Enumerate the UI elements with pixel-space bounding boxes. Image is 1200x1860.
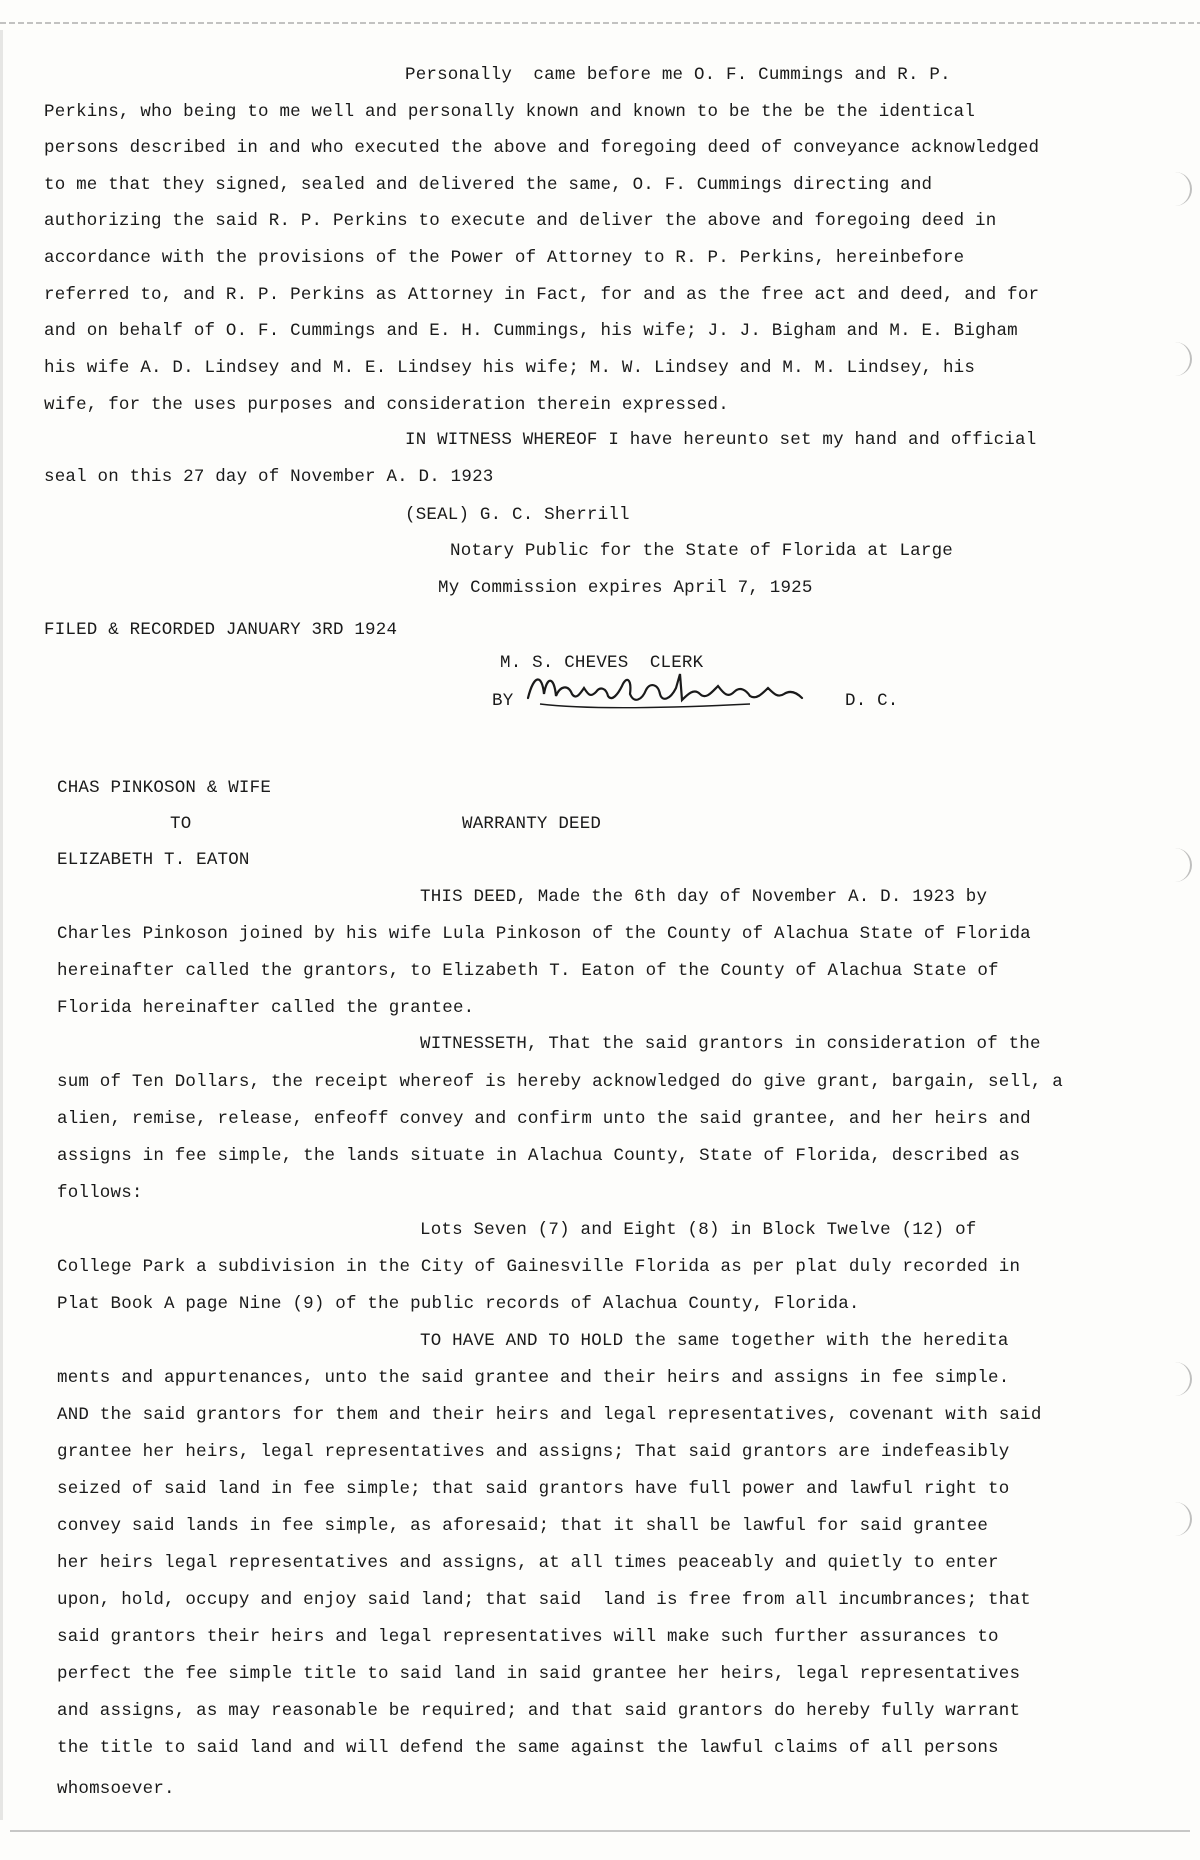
deed-intro-line: THIS DEED, Made the 6th day of November A. D. 1923 by [420,887,988,907]
binder-hole-mark [1168,848,1192,882]
notary-title: Notary Public for the State of Florida at Large [450,541,953,561]
ack-line: referred to, and R. P. Perkins as Attorney in Fact, for and as the free act and deed, and for [44,285,1040,305]
witnesseth-line: sum of Ten Dollars, the receipt whereof is hereby acknowledged do give grant, bargain, sell, a [57,1072,1063,1092]
ack-line: authorizing the said R. P. Perkins to execute and deliver the above and foregoing deed in [44,211,997,231]
commission-expiry: My Commission expires April 7, 1925 [438,578,813,598]
habendum-line: her heirs legal representatives and assigns, at all times peaceably and quietly to enter [57,1553,999,1573]
page-top-edge [0,22,1200,24]
deed-intro-line: Florida hereinafter called the grantee. [57,998,475,1018]
habendum-line: perfect the fee simple title to said land in said grantee her heirs, legal representatives [57,1664,1021,1684]
ack-line: and on behalf of O. F. Cummings and E. H. Cummings, his wife; J. J. Bigham and M. E. Bigham [44,321,1018,341]
ack-line: Perkins, who being to me well and personally known and known to be the be the identical [44,102,976,122]
witnesseth-line: assigns in fee simple, the lands situate in Alachua County, State of Florida, described as [57,1146,1021,1166]
ack-line: his wife A. D. Lindsey and M. E. Lindsey his wife; M. W. Lindsey and M. M. Lindsey, his [44,358,976,378]
filed-recorded-stamp: FILED & RECORDED JANUARY 3RD 1924 [44,620,398,640]
deputy-clerk-signature [520,664,820,716]
by-label: BY [492,691,514,711]
ack-line: to me that they signed, sealed and delivered the same, O. F. Cummings directing and [44,175,933,195]
grantee-header: ELIZABETH T. EATON [57,850,250,870]
lot-description-line: College Park a subdivision in the City of Gainesville Florida as per plat duly recorded in [57,1257,1021,1277]
habendum-line: AND the said grantors for them and their heirs and legal representatives, covenant with said [57,1405,1042,1425]
habendum-line: and assigns, as may reasonable be required; and that said grantors do hereby fully warrant [57,1701,1021,1721]
ack-line: Personally came before me O. F. Cummings and R. P. [405,65,951,85]
grantor-header: CHAS PINKOSON & WIFE [57,778,272,798]
witnesseth-line: WITNESSETH, That the said grantors in consideration of the [420,1034,1041,1054]
habendum-line: the title to said land and will defend the same against the lawful claims of all persons [57,1738,999,1758]
witness-line: IN WITNESS WHEREOF I have hereunto set my hand and official [405,430,1037,450]
ack-line: accordance with the provisions of the Power of Attorney to R. P. Perkins, hereinbefore [44,248,965,268]
habendum-line: seized of said land in fee simple; that said grantors have full power and lawful right to [57,1479,1010,1499]
notary-name: (SEAL) G. C. Sherrill [405,505,630,525]
deed-title: WARRANTY DEED [462,814,602,834]
ack-line: persons described in and who executed the above and foregoing deed of conveyance acknowledged [44,138,1040,158]
habendum-line: TO HAVE AND TO HOLD the same together with the heredita [420,1331,1009,1351]
lot-description-line: Plat Book A page Nine (9) of the public records of Alachua County, Florida. [57,1294,860,1314]
habendum-line: grantee her heirs, legal representatives and assigns; That said grantors are indefeasibly [57,1442,1010,1462]
habendum-line: convey said lands in fee simple, as aforesaid; that it shall be lawful for said grantee [57,1516,989,1536]
to-label: TO [170,814,192,834]
page-bottom-edge [10,1830,1190,1832]
lot-description-line: Lots Seven (7) and Eight (8) in Block Twelve (12) of [420,1220,977,1240]
binder-hole-mark [1168,1362,1192,1396]
habendum-line: whomsoever. [57,1779,175,1799]
binder-hole-mark [1168,172,1192,206]
deed-intro-line: hereinafter called the grantors, to Elizabeth T. Eaton of the County of Alachua State of [57,961,999,981]
seal-date-line: seal on this 27 day of November A. D. 1923 [44,467,494,487]
deputy-clerk-label: D. C. [845,691,899,711]
deed-intro-line: Charles Pinkoson joined by his wife Lula Pinkoson of the County of Alachua State of Florida [57,924,1031,944]
page-left-edge [0,30,3,1820]
clerk-name: M. S. CHEVES CLERK [500,653,704,673]
witnesseth-line: alien, remise, release, enfeoff convey and confirm unto the said grantee, and her heirs and [57,1109,1031,1129]
habendum-line: said grantors their heirs and legal representatives will make such further assurances to [57,1627,999,1647]
habendum-line: ments and appurtenances, unto the said grantee and their heirs and assigns in fee simple. [57,1368,1010,1388]
ack-line: wife, for the uses purposes and consideration therein expressed. [44,395,729,415]
binder-hole-mark [1168,342,1192,376]
habendum-line: upon, hold, occupy and enjoy said land; that said land is free from all incumbrances; that [57,1590,1031,1610]
witnesseth-line: follows: [57,1183,143,1203]
binder-hole-mark [1168,1502,1192,1536]
